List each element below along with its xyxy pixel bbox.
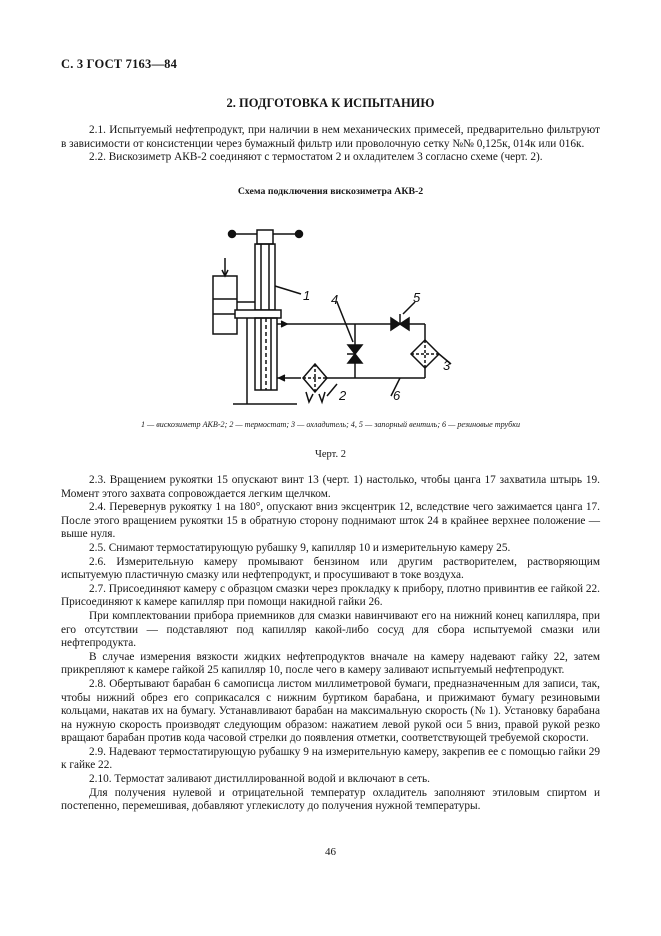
- label-1: 1: [303, 288, 311, 303]
- handle-knob-right: [296, 231, 303, 238]
- paragraph: 2.3. Вращением рукоятки 15 опускают винт 13 (черт. 1) настолько, чтобы цанга 17 захватила штырь 19. Момент этого захвата сопровождается легким щелчком.: [61, 474, 600, 500]
- paragraph: 2.8. Обертывают барабан 6 самописца листом миллиметровой бумаги, предназначенным для записи, так, чтобы нижний обрез его соприкасался с нижним буртиком барабана, и прижимают бумагу резиновыми кольцами, накатав их на бумагу. Устанавливают барабан на максимальную скорость (№ 1). Установку барабана на нужную скорость производят следующим образом: нажатием левой рукой оси 5 вниз, правой рукой резко вращают барабан против кода часовой стрелки до появления отметки, соответствующей требуемой скорости.: [61, 677, 600, 745]
- text-block-bottom: [61, 474, 600, 814]
- paragraph: В случае измерения вязкости жидких нефтепродуктов вначале на камеру надевают гайку 22, затем прикрепляют к камере гайкой 25 капилляр 10, после чего в камеру заливают испытуемый нефтепродукт.: [61, 650, 600, 677]
- paragraph: При комплектовании прибора приемников для смазки навинчивают его на нижний конец капилляра, при его отсутствии — подставляют под капилляр какой-либо сосуд для сбора испытуемой смазки или нефтепродукта.: [61, 609, 600, 650]
- paragraph: Для получения нулевой и отрицательной температур охладитель заполняют этиловым спиртом и постепенно, перемешивая, добавляют углекислоту до получения нужной температуры.: [61, 786, 600, 813]
- label-4: 4: [331, 292, 339, 307]
- figure-label: Черт. 2: [315, 449, 346, 460]
- paragraph: 2.6. Измерительную камеру промывают бензином или другим растворителем, растворяющим испытуемую пластичную смазку или нефтепродукт, и просушивают в токе воздуха.: [61, 555, 600, 582]
- label-6: 6: [393, 388, 401, 403]
- viscometer-bracket: [235, 310, 281, 318]
- label-5: 5: [413, 290, 421, 305]
- label-3: 3: [443, 358, 451, 373]
- page-header: С. 3 ГОСТ 7163—84: [61, 57, 178, 71]
- cooler-symbol: [411, 340, 439, 368]
- viscometer-upper-column: [255, 244, 275, 310]
- paragraph: 2.7. Присоединяют камеру с образцом смазки через прокладку к прибору, плотно привинтив ее гайкой 22. Присоединяют к камере капилляр при помощи накидной гайки 26.: [61, 582, 600, 609]
- paragraph: 2.1. Испытуемый нефтепродукт, при наличии в нем механических примесей, предварительно фильтруют в зависимости от консистенции через бумажный фильтр или проволочную сетку №№ 0,125к, 014к или 016к.: [61, 124, 600, 150]
- paragraph: 2.9. Надевают термостатирующую рубашку 9 на измерительную камеру, закрепив ее с помощью гайки 29 к гайке 22.: [61, 745, 600, 772]
- paragraph: 2.4. Перевернув рукоятку 1 на 180°, опускают вниз эксцентрик 12, вследствие чего зажимается цанга 17. После этого вращением рукоятки 15 в обратную сторону поднимают шток 24 в крайнее верхнее положение — выше нуля.: [61, 501, 600, 541]
- valve-4: [348, 345, 362, 354]
- label-2: 2: [339, 388, 347, 403]
- section-title: 2. ПОДГОТОВКА К ИСПЫТАНИЮ: [226, 96, 435, 110]
- paragraph: 2.2. Вискозиметр АКВ-2 соединяют с термостатом 2 и охладителем 3 согласно схеме (черт. 2).: [89, 151, 543, 164]
- recorder-drum: [213, 276, 237, 334]
- text-block-top: [61, 124, 600, 165]
- viscometer-top-cap: [257, 230, 273, 244]
- paragraph: 2.5. Снимают термостатирующую рубашку 9, капилляр 10 и измерительную камеру 25.: [89, 541, 511, 554]
- diagram-title: Схема подключения вискозиметра АКВ-2: [237, 186, 424, 197]
- page-number: 46: [325, 846, 336, 858]
- diagram-caption: 1 — вискозиметр АКВ-2; 2 — термостат; 3 — охладитель; 4, 5 — запорный вентиль; 6 — резиновые трубки: [140, 420, 521, 429]
- paragraph: 2.10. Термостат заливают дистиллированной водой и включают в сеть.: [89, 773, 430, 786]
- handle-knob-left: [229, 231, 236, 238]
- viscometer-connection-diagram: [195, 214, 460, 414]
